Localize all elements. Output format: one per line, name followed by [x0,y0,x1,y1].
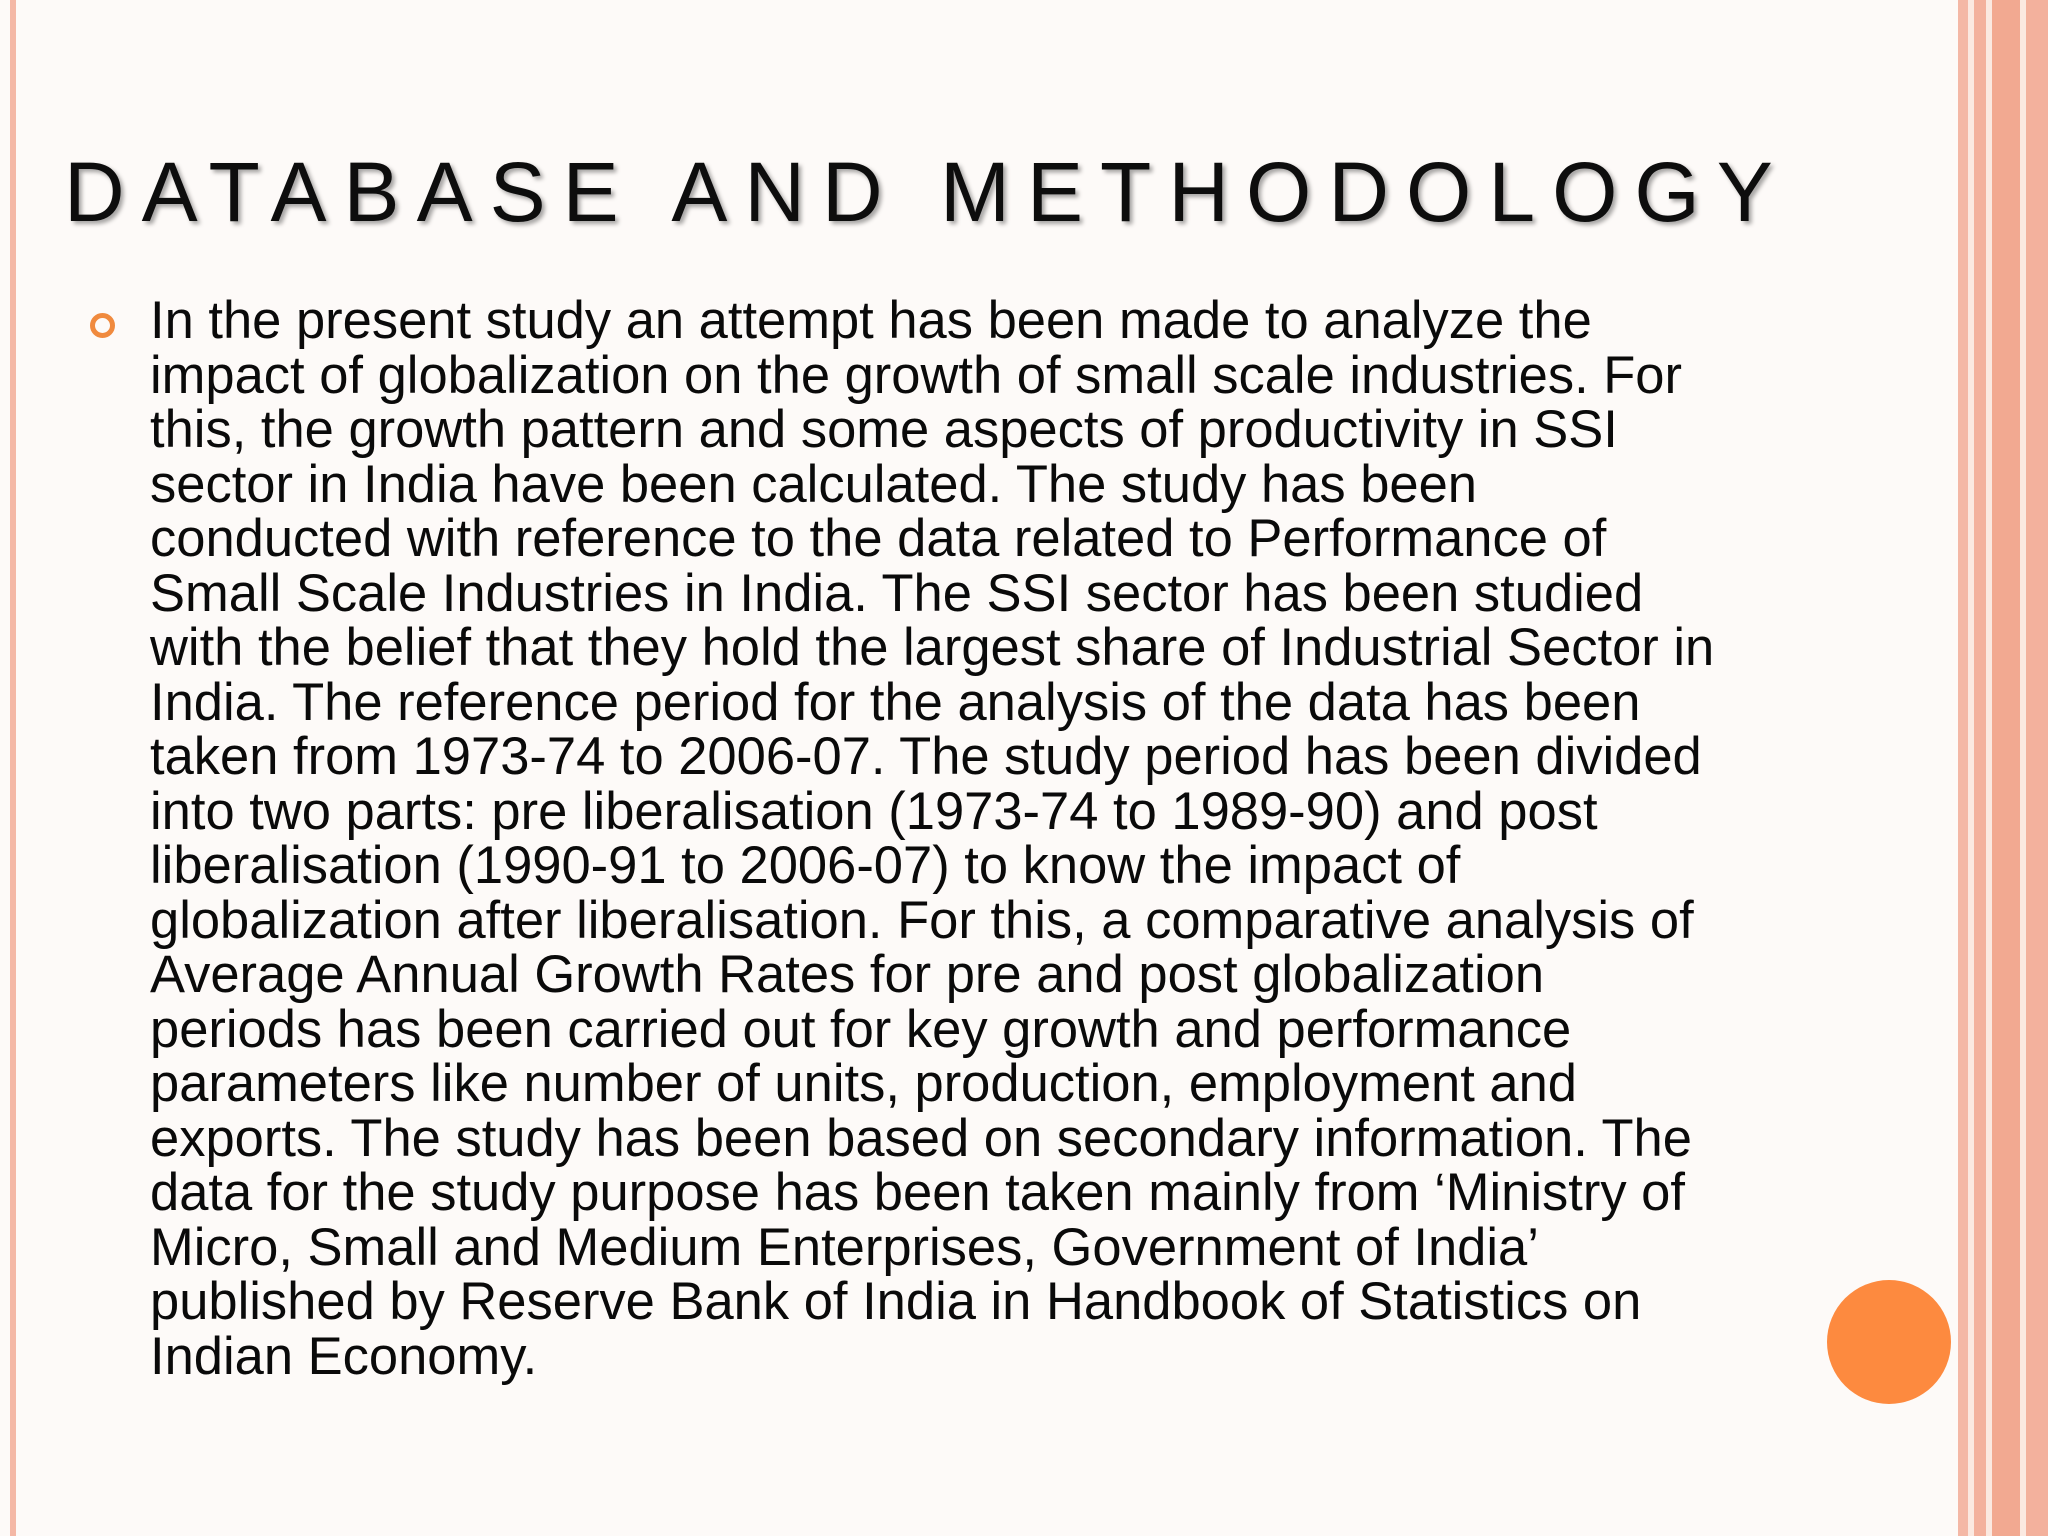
right-decorative-band [1974,0,1986,1536]
body-text-line: Small Scale Industries in India. The SSI sector has been studied [150,563,1644,623]
body-text-line: periods has been carried out for key growth and performance [150,999,1572,1059]
body-text-line: data for the study purpose has been taken mainly from ‘Ministry of [150,1163,1685,1222]
slide-title: DATABASE AND METHODOLOGY [64,145,1790,239]
body-text-line: this, the growth pattern and some aspects of productivity in SSI [150,400,1618,459]
body-text-line: Micro, Small and Medium Enterprises, Government of India’ [150,1217,1539,1277]
body-text-line: globalization after liberalisation. For this, a comparative analysis of [150,890,1694,950]
bullet-circle-icon [90,313,115,338]
decorative-orange-circle [1827,1280,1951,1404]
body-text-line: conducted with reference to the data related to Performance of [150,509,1607,568]
body-text-line: parameters like number of units, production, employment and [150,1054,1577,1113]
body-text-line: exports. The study has been based on secondary information. The [150,1108,1692,1168]
body-text-line: published by Reserve Bank of India in Handbook of Statistics on [150,1272,1642,1331]
body-text-line: Indian Economy. [150,1326,538,1386]
right-decorative-band [1992,0,2020,1536]
right-decorative-band [1958,0,1968,1536]
body-text-line: taken from 1973-74 to 2006-07. The study period has been divided [150,727,1702,786]
body-text-line: Average Annual Growth Rates for pre and post globalization [150,945,1545,1004]
body-text-line: India. The reference period for the analysis of the data has been [150,672,1641,732]
body-text-line: sector in India have been calculated. The study has been [150,454,1478,514]
body-text-line: impact of globalization on the growth of small scale industries. For [150,345,1682,405]
left-decorative-stripe [10,0,16,1536]
body-text-line: In the present study an attempt has been made to analyze the [150,291,1592,350]
slide-body-text [150,291,1950,1386]
body-text-line: into two parts: pre liberalisation (1973-74 to 1989-90) and post [150,781,1598,841]
right-decorative-band [2026,0,2048,1536]
body-text-line: with the belief that they hold the largest share of Industrial Sector in [150,618,1715,677]
body-text-line: liberalisation (1990-91 to 2006-07) to know the impact of [150,836,1461,895]
